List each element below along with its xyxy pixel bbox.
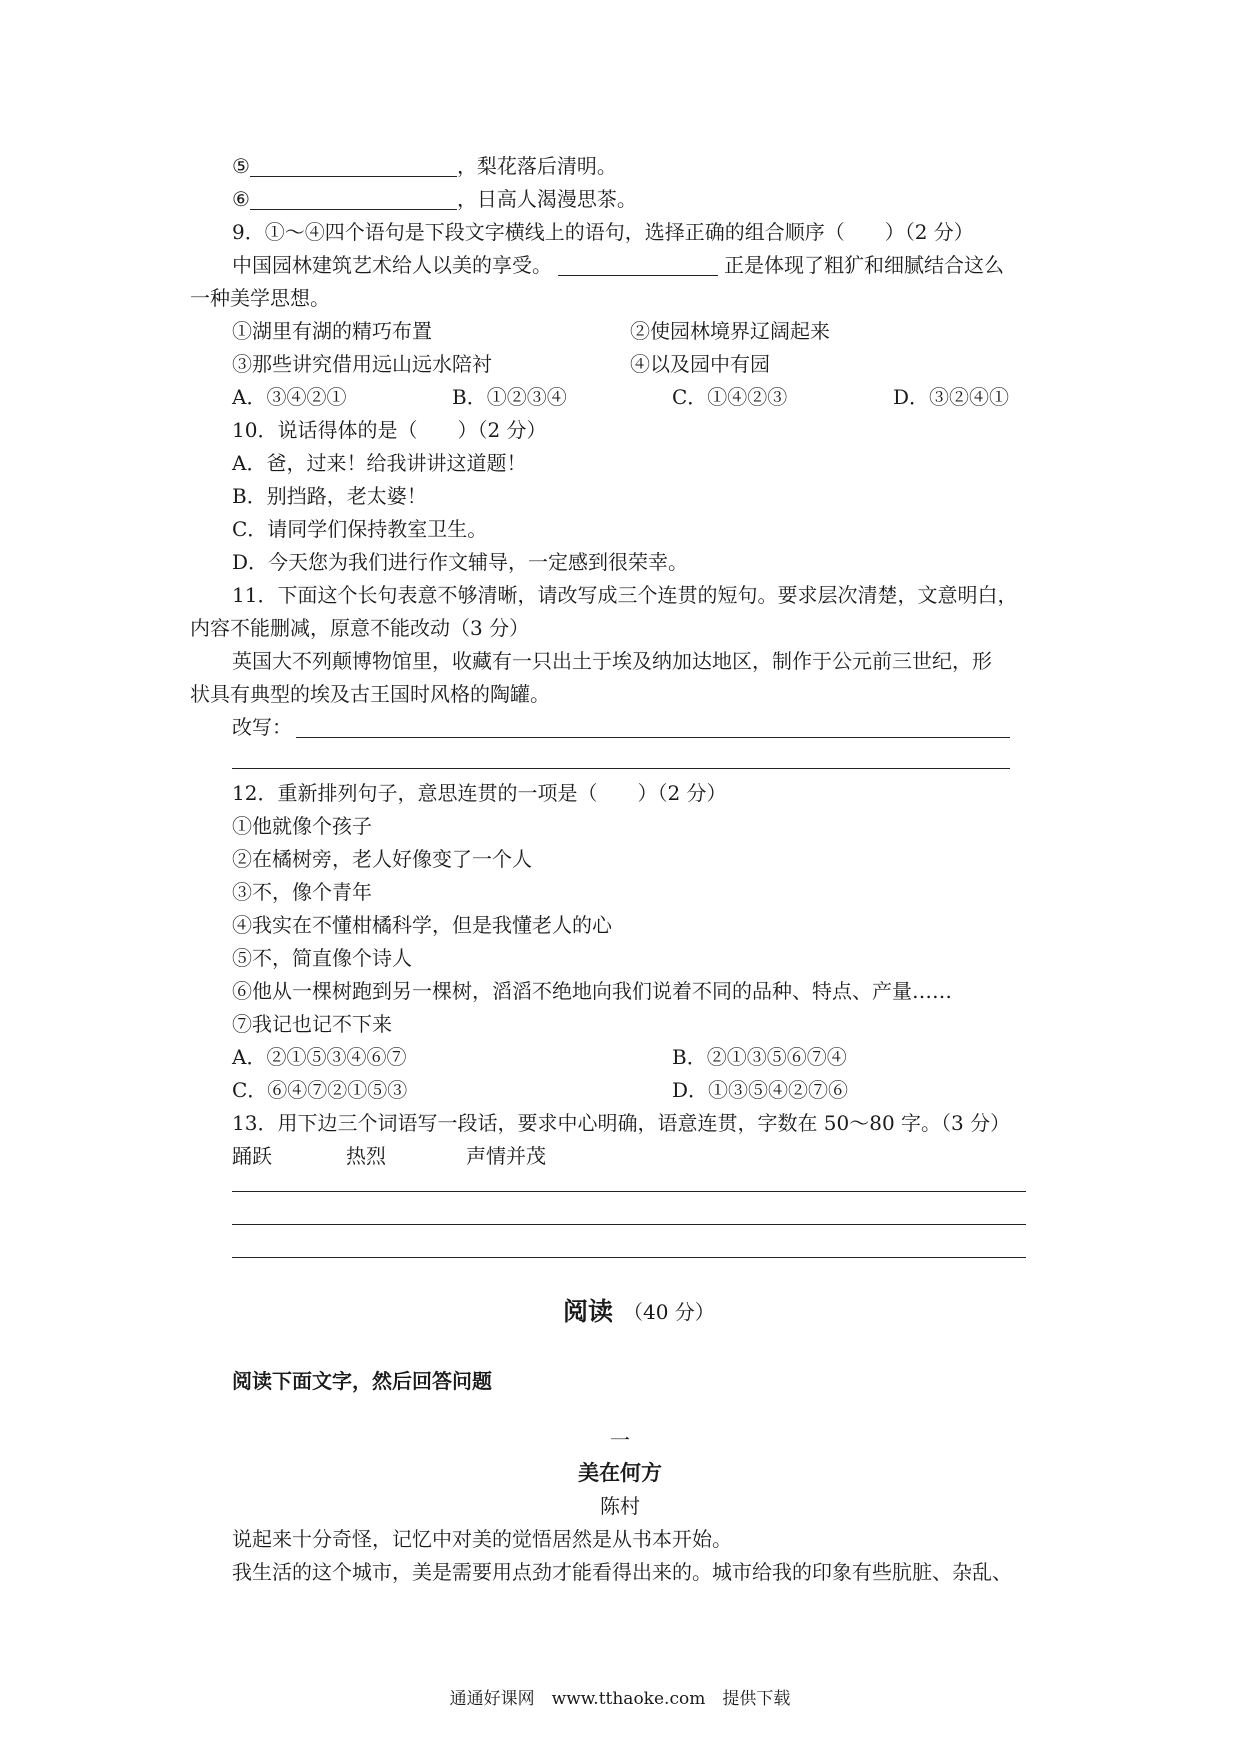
q10-option-b[interactable]: B．别挡路，老太婆！ xyxy=(232,484,427,508)
q9-option-d[interactable]: D．③②④① xyxy=(893,385,1010,409)
article-paragraph: 说起来十分奇怪，记忆中对美的觉悟居然是从书本开始。 xyxy=(232,1527,732,1551)
q9-option-b[interactable]: B．①②③④ xyxy=(452,385,567,409)
q12-sentence: ⑦我记也记不下来 xyxy=(232,1012,392,1036)
q11-answer-line[interactable] xyxy=(232,768,1010,769)
q9-item: ①湖里有湖的精巧布置 xyxy=(232,319,432,343)
article-title: 美在何方 xyxy=(578,1460,662,1485)
section-title: 阅读 xyxy=(563,1297,614,1326)
q11-passage: 英国大不列颠博物馆里，收藏有一只出土于埃及纳加达地区，制作于公元前三世纪，形 xyxy=(232,649,992,673)
q12-sentence: ③不，像个青年 xyxy=(232,880,372,904)
q11-rewrite-label: 改写： xyxy=(232,715,292,739)
q13-answer-line[interactable] xyxy=(232,1191,1026,1192)
q13-word: 声情并茂 xyxy=(466,1144,546,1168)
q12-option-b[interactable]: B．②①③⑤⑥⑦④ xyxy=(672,1045,847,1069)
answer-blank[interactable] xyxy=(250,189,457,210)
q8-line-6: ⑥ ，日高人渴漫思茶。 xyxy=(232,187,637,211)
q13-word: 热烈 xyxy=(346,1144,386,1168)
q12-option-a[interactable]: A．②①⑤③④⑥⑦ xyxy=(232,1045,407,1069)
q9-option-c[interactable]: C．①④②③ xyxy=(672,385,788,409)
q11-answer-line[interactable] xyxy=(296,737,1010,738)
section-score: （40 分） xyxy=(623,1300,715,1324)
q10-option-c[interactable]: C．请同学们保持教室卫生。 xyxy=(232,517,488,541)
q8-line-5: ⑤ ，梨花落后清明。 xyxy=(232,154,617,178)
q9-passage-cont: 一种美学思想。 xyxy=(190,286,330,310)
answer-blank[interactable] xyxy=(558,255,718,276)
answer-blank[interactable] xyxy=(250,156,457,177)
article-paragraph: 我生活的这个城市，美是需要用点劲才能看得出来的。城市给我的印象有些肮脏、杂乱、 xyxy=(232,1560,1012,1584)
article-author: 陈村 xyxy=(600,1494,640,1518)
q9-passage: 中国园林建筑艺术给人以美的享受。 正是体现了粗犷和细腻结合这么 xyxy=(232,253,1004,277)
q12-option-d[interactable]: D．①③⑤④②⑦⑥ xyxy=(672,1078,849,1102)
q11-stem: 11．下面这个长句表意不够清晰，请改写成三个连贯的短句。要求层次清楚，文意明白， xyxy=(232,583,1018,607)
q12-sentence: ⑤不，简直像个诗人 xyxy=(232,946,412,970)
reading-instruction: 阅读下面文字，然后回答问题 xyxy=(232,1369,492,1393)
q12-sentence: ⑥他从一棵树跑到另一棵树，滔滔不绝地向我们说着不同的品种、特点、产量…… xyxy=(232,979,952,1003)
q9-option-a[interactable]: A．③④②① xyxy=(232,385,347,409)
q12-stem: 12．重新排列句子，意思连贯的一项是（ ）（2 分） xyxy=(232,781,727,805)
q9-stem: 9．①～④四个语句是下段文字横线上的语句，选择正确的组合顺序（ ）（2 分） xyxy=(232,220,974,244)
q12-sentence: ④我实在不懂柑橘科学，但是我懂老人的心 xyxy=(232,913,612,937)
q9-item: ③那些讲究借用远山远水陪衬 xyxy=(232,352,492,376)
q10-option-a[interactable]: A．爸，过来！给我讲讲这道题！ xyxy=(232,451,527,475)
q12-sentence: ①他就像个孩子 xyxy=(232,814,372,838)
q13-word: 踊跃 xyxy=(232,1144,272,1168)
q10-stem: 10．说话得体的是（ ）（2 分） xyxy=(232,418,547,442)
part-number: 一 xyxy=(610,1428,630,1452)
q9-item: ④以及园中有园 xyxy=(630,352,770,376)
page-footer: 通通好课网 www.tthaoke.com 提供下载 xyxy=(449,1689,791,1709)
q12-option-c[interactable]: C．⑥④⑦②①⑤③ xyxy=(232,1078,408,1102)
q9-item: ②使园林境界辽阔起来 xyxy=(630,319,830,343)
q12-sentence: ②在橘树旁，老人好像变了一个人 xyxy=(232,847,532,871)
q11-stem-cont: 内容不能删减，原意不能改动（3 分） xyxy=(190,616,530,640)
q13-answer-line[interactable] xyxy=(232,1257,1026,1258)
q13-answer-line[interactable] xyxy=(232,1224,1026,1225)
q11-passage-cont: 状具有典型的埃及古王国时风格的陶罐。 xyxy=(190,682,550,706)
q10-option-d[interactable]: D．今天您为我们进行作文辅导，一定感到很荣幸。 xyxy=(232,550,689,574)
q13-stem: 13．用下边三个词语写一段话，要求中心明确，语意连贯，字数在 50～80 字。（3 分） xyxy=(232,1111,1011,1135)
